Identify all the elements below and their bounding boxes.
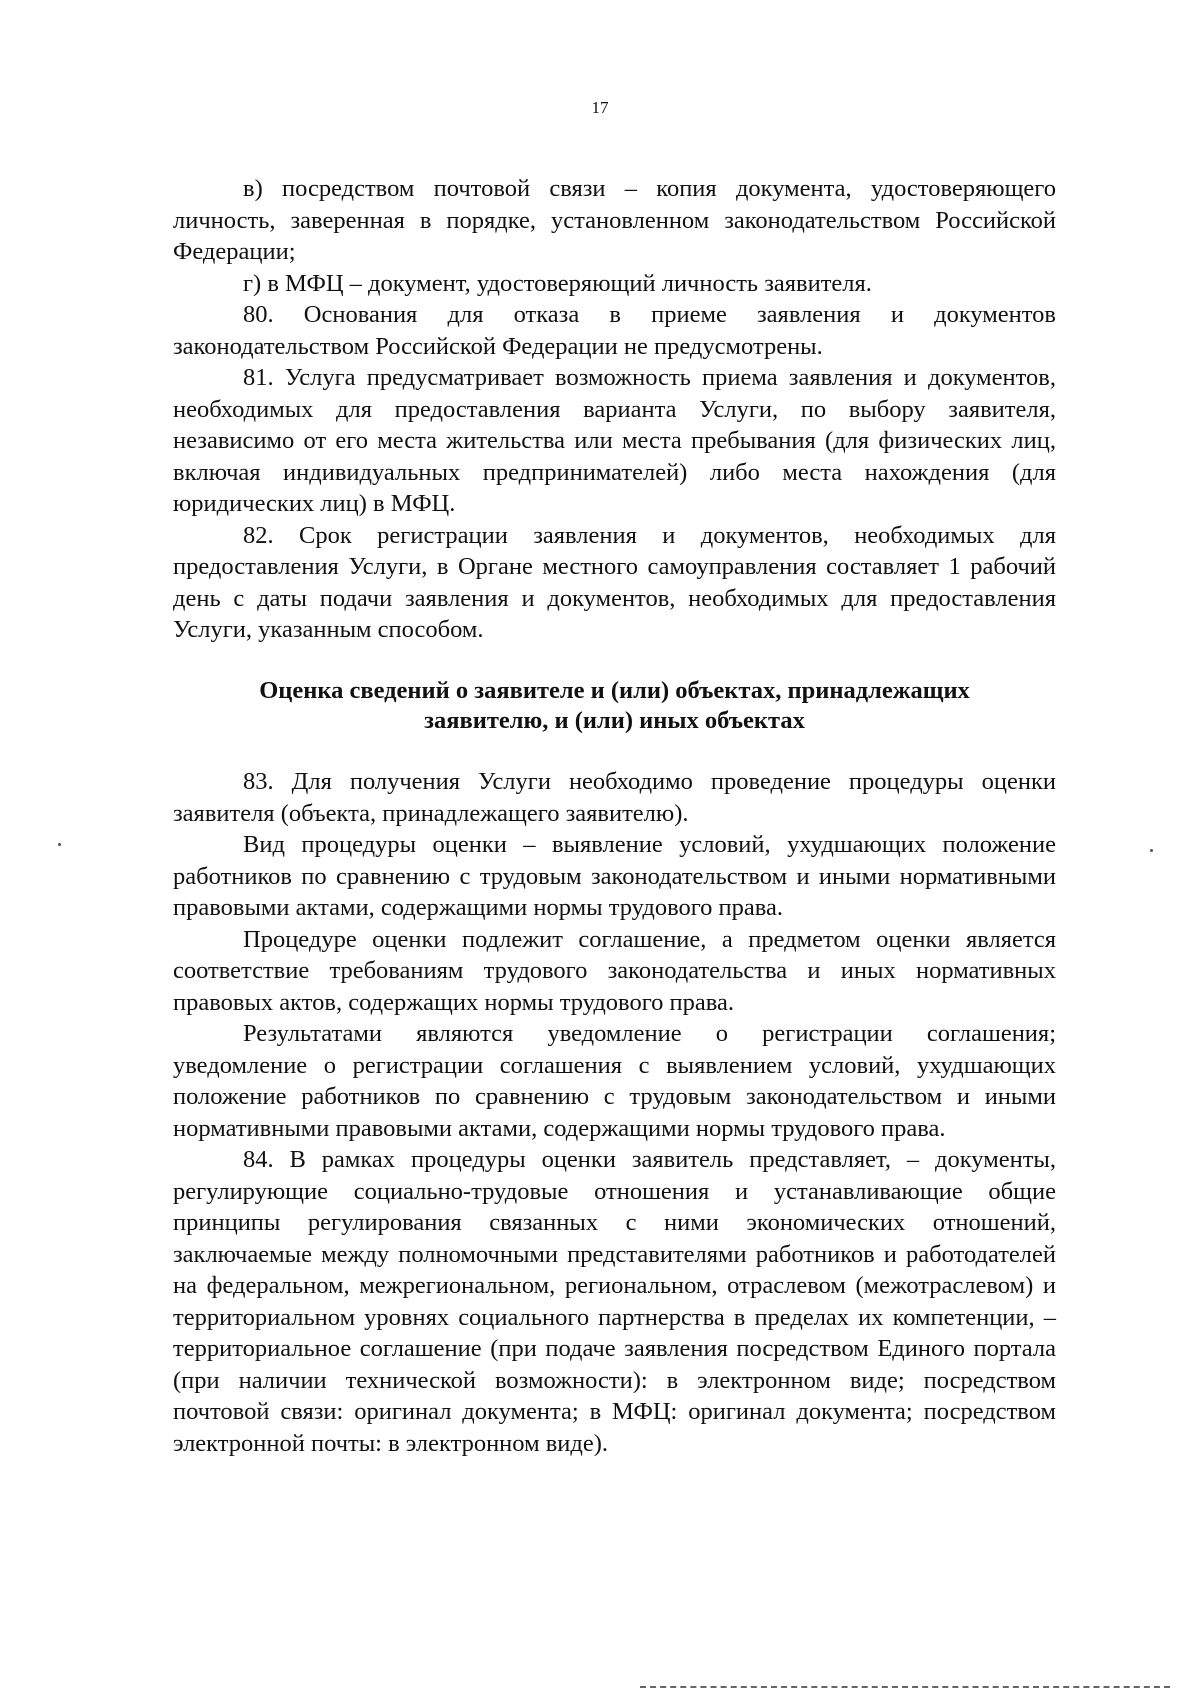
section-heading-line-1: Оценка сведений о заявителе и (или) объектах, принадлежащих bbox=[259, 677, 970, 704]
paragraph-81: 81. Услуга предусматривает возможность приема заявления и документов, необходимых для предоставления варианта Услуги, по выбору заявителя, независимо от его места жительства или места пребывания (для физических лиц, включая индивидуальных предпринимателей) либо места нахождения (для юридических лиц) в МФЦ. bbox=[173, 364, 1056, 517]
scan-speck-left bbox=[58, 843, 61, 846]
paragraph-v-postal: в) посредством почтовой связи – копия документа, удостоверяющего личность, заверенная в порядке, установленном законодательством Российской Федерации; bbox=[173, 175, 1056, 265]
document-body-top bbox=[173, 173, 1056, 646]
paragraph-procedure-subject: Процедуре оценки подлежит соглашение, а предметом оценки является соответствие требованиям трудового законодательства и иных нормативных правовых актов, содержащих нормы трудового права. bbox=[173, 925, 1056, 1016]
paragraph-80: 80. Основания для отказа в приеме заявления и документов законодательством Российской Федерации не предусмотрены. bbox=[173, 301, 1056, 360]
footer-scan-line bbox=[640, 1686, 1170, 1690]
paragraph-results: Результатами являются уведомление о регистрации соглашения; уведомление о регистрации соглашения с выявлением условий, ухудшающих положение работников по сравнению с трудовым законодательством и иными нормативными правовыми актами, содержащими нормы трудового права. bbox=[173, 1020, 1056, 1142]
section-heading bbox=[173, 676, 1056, 736]
paragraph-83: 83. Для получения Услуги необходимо проведение процедуры оценки заявителя (объекта, принадлежащего заявителю). bbox=[173, 768, 1056, 827]
document-body-bottom bbox=[173, 766, 1056, 1459]
paragraph-82: 82. Срок регистрации заявления и документов, необходимых для предоставления Услуги, в Органе местного самоуправления составляет 1 рабочий день с даты подачи заявления и документов, необходимых для предоставления Услуги, указанным способом. bbox=[173, 521, 1056, 643]
page-number: 17 bbox=[591, 98, 609, 117]
section-heading-line-2: заявителю, и (или) иных объектах bbox=[424, 707, 805, 734]
paragraph-procedure-type: Вид процедуры оценки – выявление условий, ухудшающих положение работников по сравнению с трудовым законодательством и иными нормативными правовыми актами, содержащими нормы трудового права. bbox=[173, 831, 1056, 921]
paragraph-g-mfc: г) в МФЦ – документ, удостоверяющий личность заявителя. bbox=[243, 269, 872, 297]
paragraph-84: 84. В рамках процедуры оценки заявитель представляет, – документы, регулирующие социально-трудовые отношения и устанавливающие общие принципы регулирования связанных с ними экономических отношений, заключаемые между полномочными представителями работников и работодателей на федеральном, межрегиональном, региональном, отраслевом (межотраслевом) и территориальном уровнях социального партнерства в пределах их компетенции, – территориальное соглашение (при подаче заявления посредством Единого портала (при наличии технической возможности): в электронном виде; посредством почтовой связи: оригинал документа; в МФЦ: оригинал документа; посредством электронной почты: в электронном виде). bbox=[173, 1146, 1056, 1457]
scan-speck-right bbox=[1150, 849, 1153, 852]
